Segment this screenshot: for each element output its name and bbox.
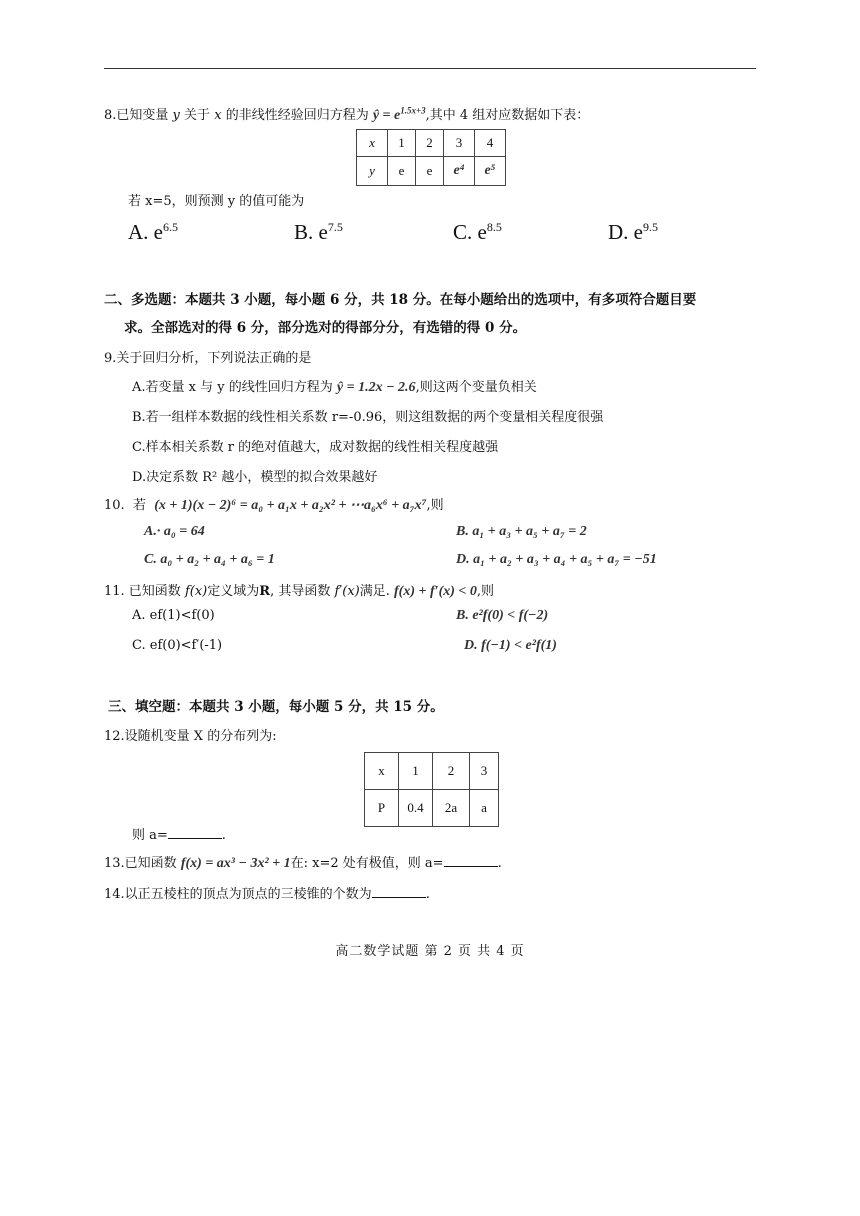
q14-answer-blank[interactable]	[372, 886, 426, 898]
q12-table-cell: 1	[399, 753, 433, 790]
q8-table-header-row	[357, 130, 506, 157]
q8-table-cell: y	[357, 157, 388, 186]
q9-option-a: A.若变量 x 与 y 的线性回归方程为 ŷ = 1.2x − 2.6,则这两个变量负相关	[132, 380, 537, 395]
q8-stem-mid2: 的非线性经验回归方程为	[225, 108, 369, 123]
section3-title: 三、填空题：本题共 3 小题，每小题 5 分，共 15 分。	[108, 699, 444, 715]
q8-option-b: B. $e^{7.5}$	[294, 220, 343, 244]
q8-table-cell: x	[357, 130, 388, 157]
q11-option-d: D. f(−1) < e²f(1)	[464, 638, 557, 653]
q8-table-cell: e	[388, 157, 416, 186]
q12-table-cell: x	[365, 753, 399, 790]
q12-table-cell: 3	[470, 753, 499, 790]
q8-stem-suffix: ,其中 4 组对应数据如下表：	[425, 108, 590, 123]
q12-table-cell: 0.4	[399, 790, 433, 827]
q10-option-c: C. a₀ + a₂ + a₄ + a₆ = 1	[144, 552, 275, 567]
q11-option-c: C. ef(0)<f′(-1)	[132, 638, 223, 653]
q8-table-cell: e	[416, 157, 444, 186]
q8-table-cell: e⁵	[475, 157, 506, 186]
q9-option-d: D.决定系数 R² 越小，模型的拟合效果越好	[132, 470, 378, 485]
q10-stem: 10. 若 (x + 1)(x − 2)⁶ = a₀ + a₁x + a₂x² + ⋯a₆x⁶ + a₇x⁷,则	[104, 498, 444, 513]
q9-stem: 9.关于回归分析，下列说法正确的是	[104, 351, 312, 366]
q8-option-a: A. $e^{6.5}$	[128, 220, 178, 244]
q8-table-cell: 4	[475, 130, 506, 157]
q8-option-c: C. $e^{8.5}$	[453, 220, 502, 244]
q9-option-b: B.若一组样本数据的线性相关系数 r=-0.96，则这组数据的两个变量相关程度很强	[132, 410, 604, 425]
q12-distribution-table	[364, 752, 499, 827]
q11-option-b: B. e²f(0) < f(−2)	[456, 608, 549, 623]
q12-table-header-row	[365, 753, 499, 790]
q8-table-cell: 2	[416, 130, 444, 157]
q8-equation: ŷ = $e^{1.5x+3}$	[372, 105, 426, 123]
q8-stem-prefix: 8.已知变量	[104, 108, 169, 123]
q8-table-cell: e⁴	[444, 157, 475, 186]
section2-instructions-line2: 求。全部选对的得 6 分，部分选对的得部分分，有选错的得 0 分。	[124, 320, 527, 336]
q9-regression-equation: ŷ = 1.2x − 2.6	[336, 380, 416, 395]
q8-stem-mid1: 关于	[184, 108, 211, 123]
q8-var-x: x	[214, 108, 222, 123]
q14-stem: 14.以正五棱柱的顶点为顶点的三棱锥的个数为 .	[104, 887, 430, 902]
q12-table-cell: 2	[433, 753, 470, 790]
section2-instructions-line1: 二、多选题：本题共 3 小题，每小题 6 分，共 18 分。在每小题给出的选项中，有多项符合题目要	[104, 292, 697, 308]
q12-answer-blank[interactable]	[168, 827, 222, 839]
q13-stem: 13.已知函数 f(x) = ax³ − 3x² + 1在: x=2 处有极值，则 a= .	[104, 856, 502, 871]
q10-option-b: B. a₁ + a₃ + a₅ + a₇ = 2	[456, 524, 587, 539]
q8-table-cell: 3	[444, 130, 475, 157]
q13-answer-blank[interactable]	[444, 855, 498, 867]
q8-option-d: D. $e^{9.5}$	[608, 220, 658, 244]
q12-table-cell: 2a	[433, 790, 470, 827]
q8-var-y: y	[172, 108, 180, 123]
q11-option-a: A. ef(1)<f(0)	[132, 608, 215, 623]
q8-table-value-row	[357, 157, 506, 186]
q12-table-prob-row	[365, 790, 499, 827]
q8-data-table	[356, 129, 506, 186]
q8-table-cell: 1	[388, 130, 416, 157]
q9-option-c: C.样本相关系数 r 的绝对值越大，成对数据的线性相关程度越强	[132, 440, 499, 455]
q10-expansion-equation: (x + 1)(x − 2)⁶ = a₀ + a₁x + a₂x² + ⋯a₆x⁶ + a₇x⁷	[154, 498, 427, 513]
q10-option-d: D. a₁ + a₂ + a₃ + a₄ + a₅ + a₇ = −51	[456, 552, 657, 567]
q12-answer-line: 则 a= .	[132, 828, 226, 843]
q13-function-equation: f(x) = ax³ − 3x² + 1	[180, 856, 291, 871]
q12-table-cell: P	[365, 790, 399, 827]
q11-condition: f(x) + f′(x) < 0	[394, 584, 477, 599]
q10-option-a: A.· a₀ = 64	[144, 524, 205, 539]
page-footer: 高二数学试题 第 2 页 共 4 页	[335, 944, 525, 959]
q8-question: 若 x=5，则预测 y 的值可能为	[128, 194, 305, 209]
q8-stem	[104, 104, 589, 124]
q12-stem: 12.设随机变量 X 的分布列为:	[104, 729, 277, 744]
q11-stem: 11. 已知函数 f(x)定义域为R, 其导函数 f′(x)满足. f(x) + f′(x) < 0,则	[104, 584, 495, 599]
header-rule	[104, 68, 756, 69]
q12-table-cell: a	[470, 790, 499, 827]
